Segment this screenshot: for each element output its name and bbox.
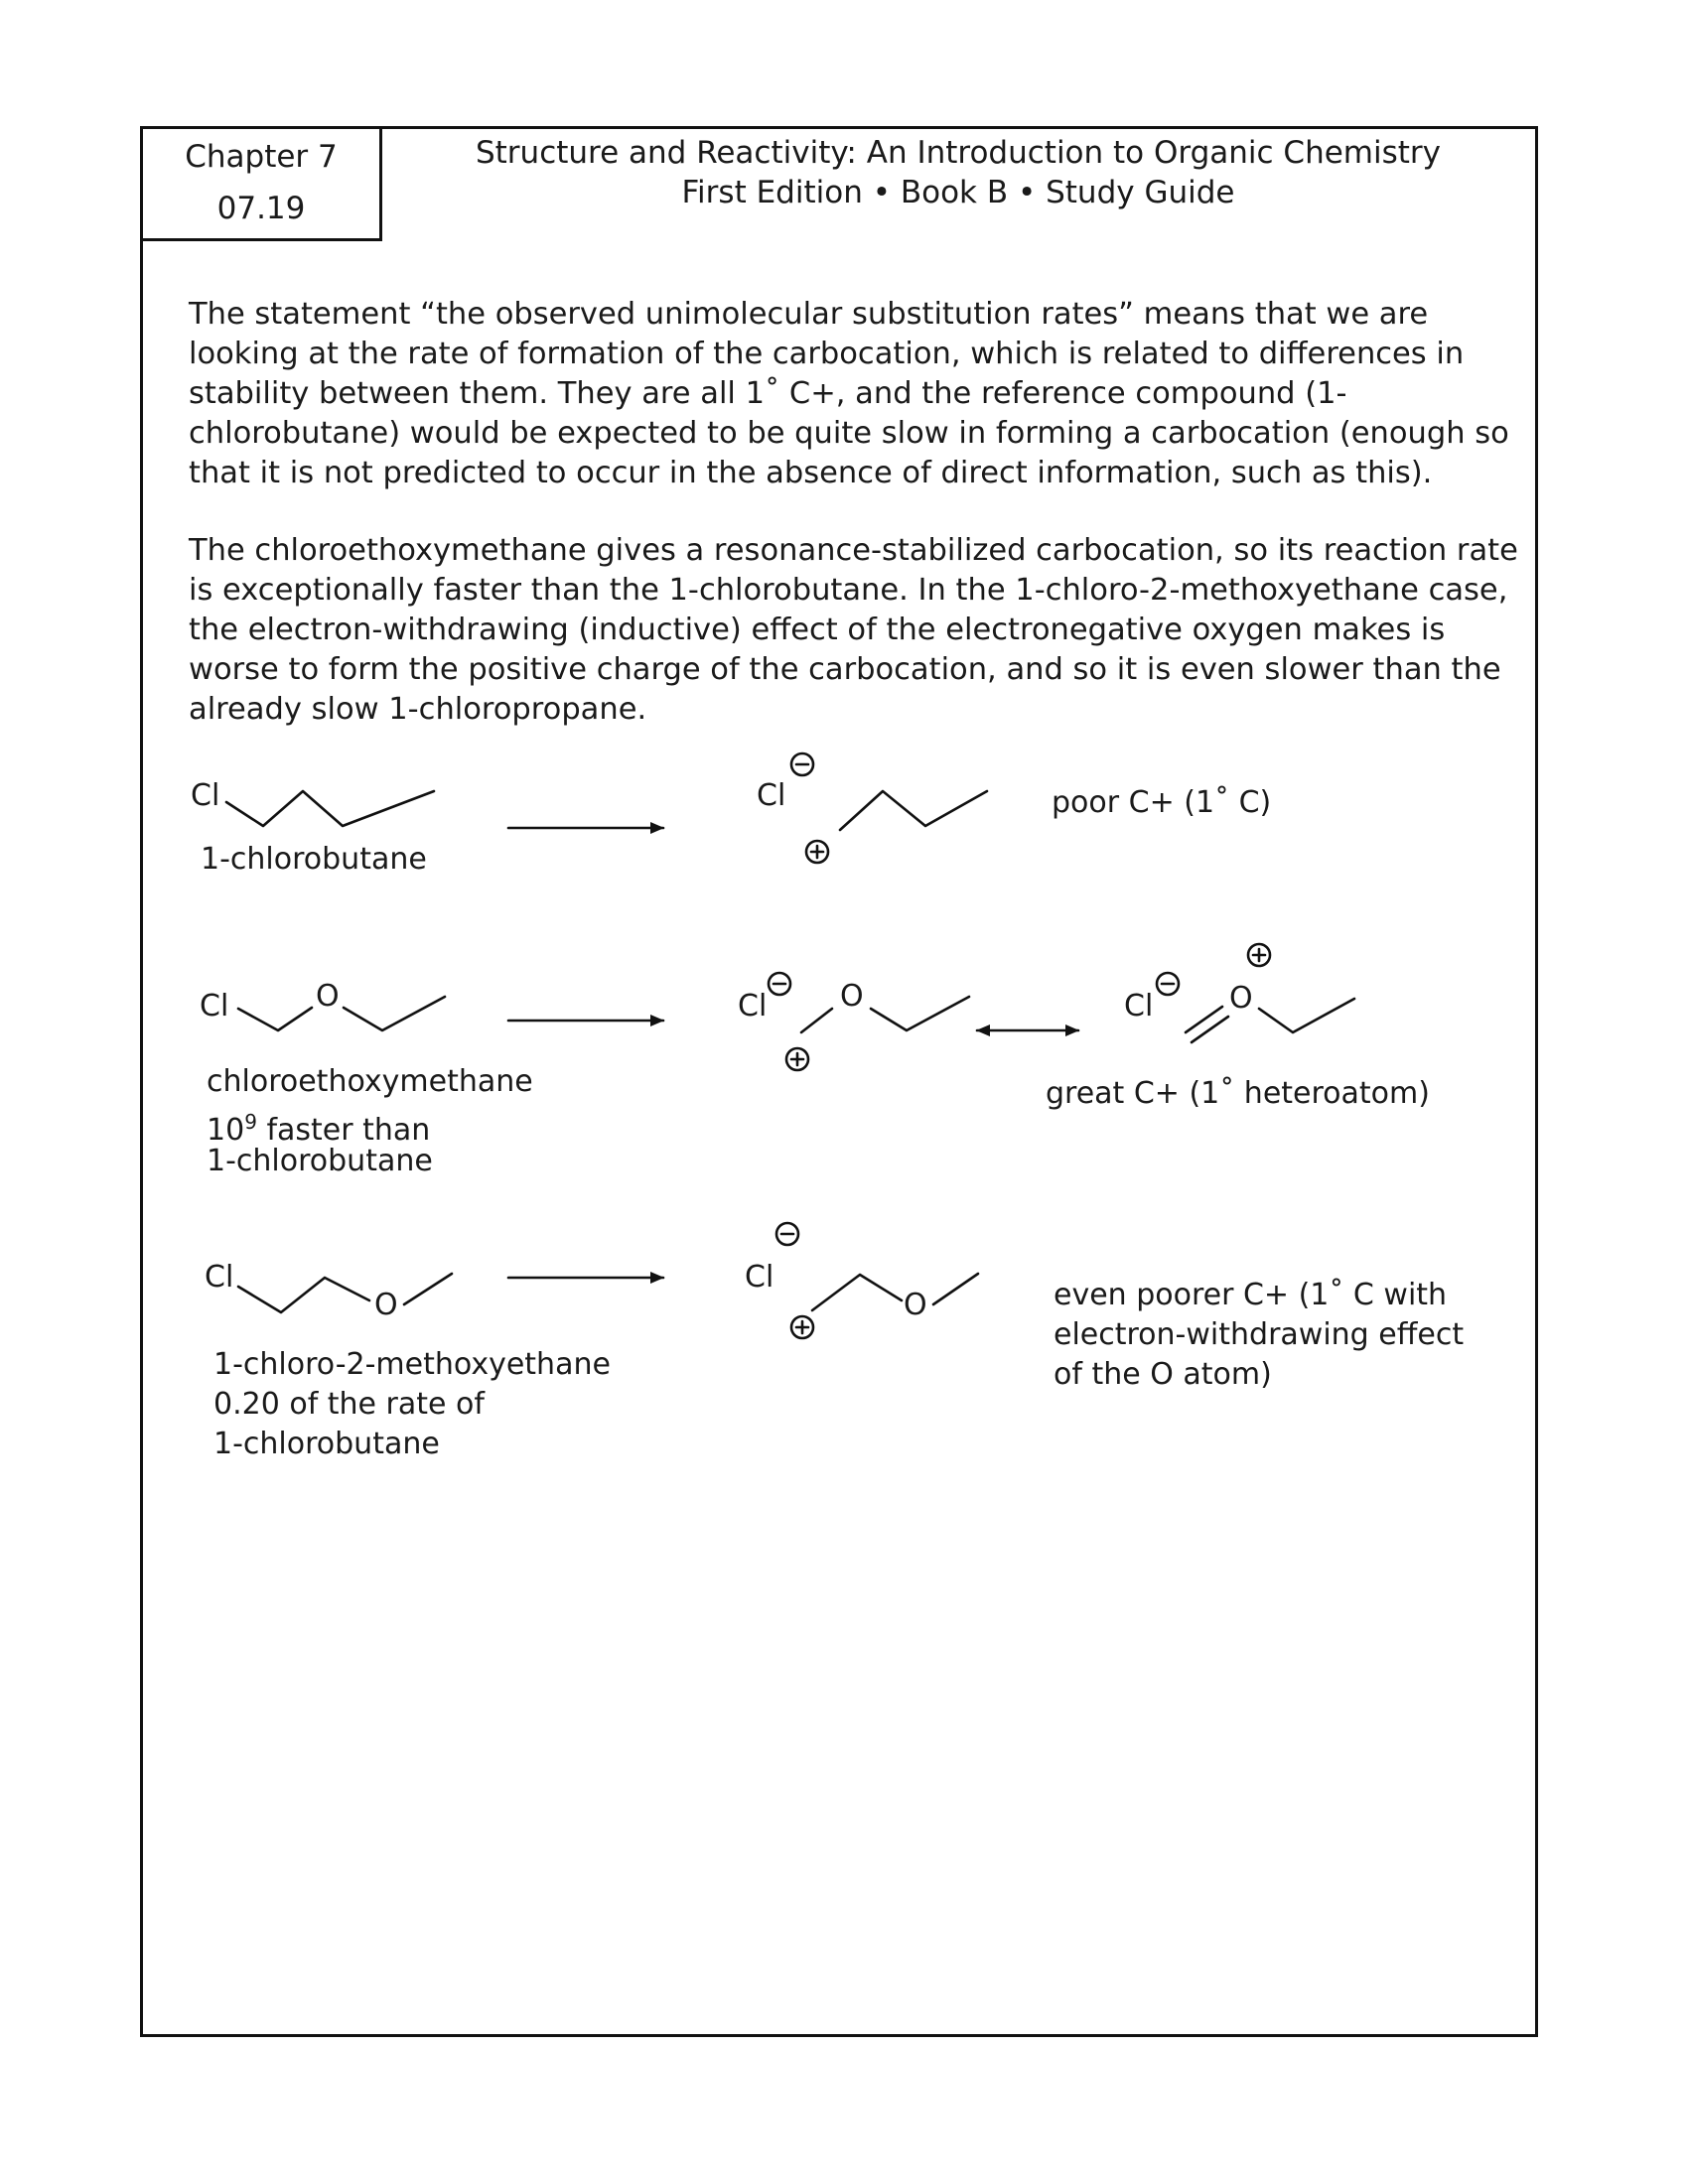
atom-o: O: [1229, 981, 1253, 1016]
cation-1-comment: poor C+ (1˚ C): [1052, 785, 1272, 820]
reactant-2-rate: $10^9$ faster than: [207, 1110, 431, 1148]
atom-cl: Cl: [738, 989, 768, 1024]
cation-3-comment-line1: even poorer C+ (1˚ C with: [1054, 1278, 1448, 1312]
cation-2-comment: great C+ (1˚ heteroatom): [1046, 1076, 1430, 1111]
atom-o: O: [840, 979, 864, 1014]
book-edition: First Edition • Book B • Study Guide: [681, 175, 1235, 210]
reactant-3-rate-reference: 1-chlorobutane: [213, 1427, 440, 1461]
atom-cl: Cl: [1124, 989, 1154, 1024]
reactant-2-bonds: [238, 997, 445, 1030]
atom-cl: Cl: [191, 778, 220, 813]
problem-number: 07.19: [216, 191, 306, 226]
atom-o: O: [904, 1288, 927, 1322]
reactant-2-rate-reference: 1-chlorobutane: [207, 1144, 433, 1178]
cation-1-bonds: [840, 791, 987, 830]
reactant-1-bonds: [226, 791, 434, 826]
atom-o: O: [374, 1288, 398, 1322]
reactant-1-name: 1-chlorobutane: [201, 842, 427, 877]
cation-2-bonds: [801, 997, 969, 1032]
paragraph-1: The statement “the observed unimolecular substitution rates” means that we are looking at the rate of formation of the carbocation, which is related to differences in stability between them. They are all 1˚ C+, and the reference compound (1-chlorobutane) would be expected to be quite slow in forming a carbocation (enough so that it is not predicted to occur in the absence of direct information, such as this).: [189, 297, 1509, 490]
cation-3-bonds: [812, 1274, 978, 1310]
reactant-3-rate: 0.20 of the rate of: [213, 1387, 485, 1422]
atom-cl: Cl: [205, 1260, 234, 1295]
book-title: Structure and Reactivity: An Introduction to Organic Chemistry: [475, 135, 1442, 171]
atom-o: O: [316, 979, 340, 1014]
atom-cl: Cl: [200, 989, 229, 1024]
reactant-3-name: 1-chloro-2-methoxyethane: [213, 1347, 611, 1382]
atom-cl: Cl: [757, 778, 786, 813]
reactant-3-bonds: [238, 1274, 452, 1312]
atom-cl: Cl: [745, 1260, 774, 1295]
resonance-form-bonds: [1186, 999, 1354, 1042]
reactant-2-name: chloroethoxymethane: [207, 1064, 533, 1099]
cation-3-comment-line3: of the O atom): [1054, 1357, 1272, 1392]
chapter-label: Chapter 7: [185, 139, 338, 175]
paragraph-2: The chloroethoxymethane gives a resonance-stabilized carbocation, so its reaction rate is exceptionally faster than the 1-chlorobutane. In the 1-chloro-2-methoxyethane case, the electron-withdrawing (inductive) effect of the electronegative oxygen makes is worse to form the positive charge of the carbocation, and so it is even slower than the already slow 1-chloropropane.: [189, 533, 1518, 727]
cation-3-comment-line2: electron-withdrawing effect: [1054, 1317, 1465, 1352]
